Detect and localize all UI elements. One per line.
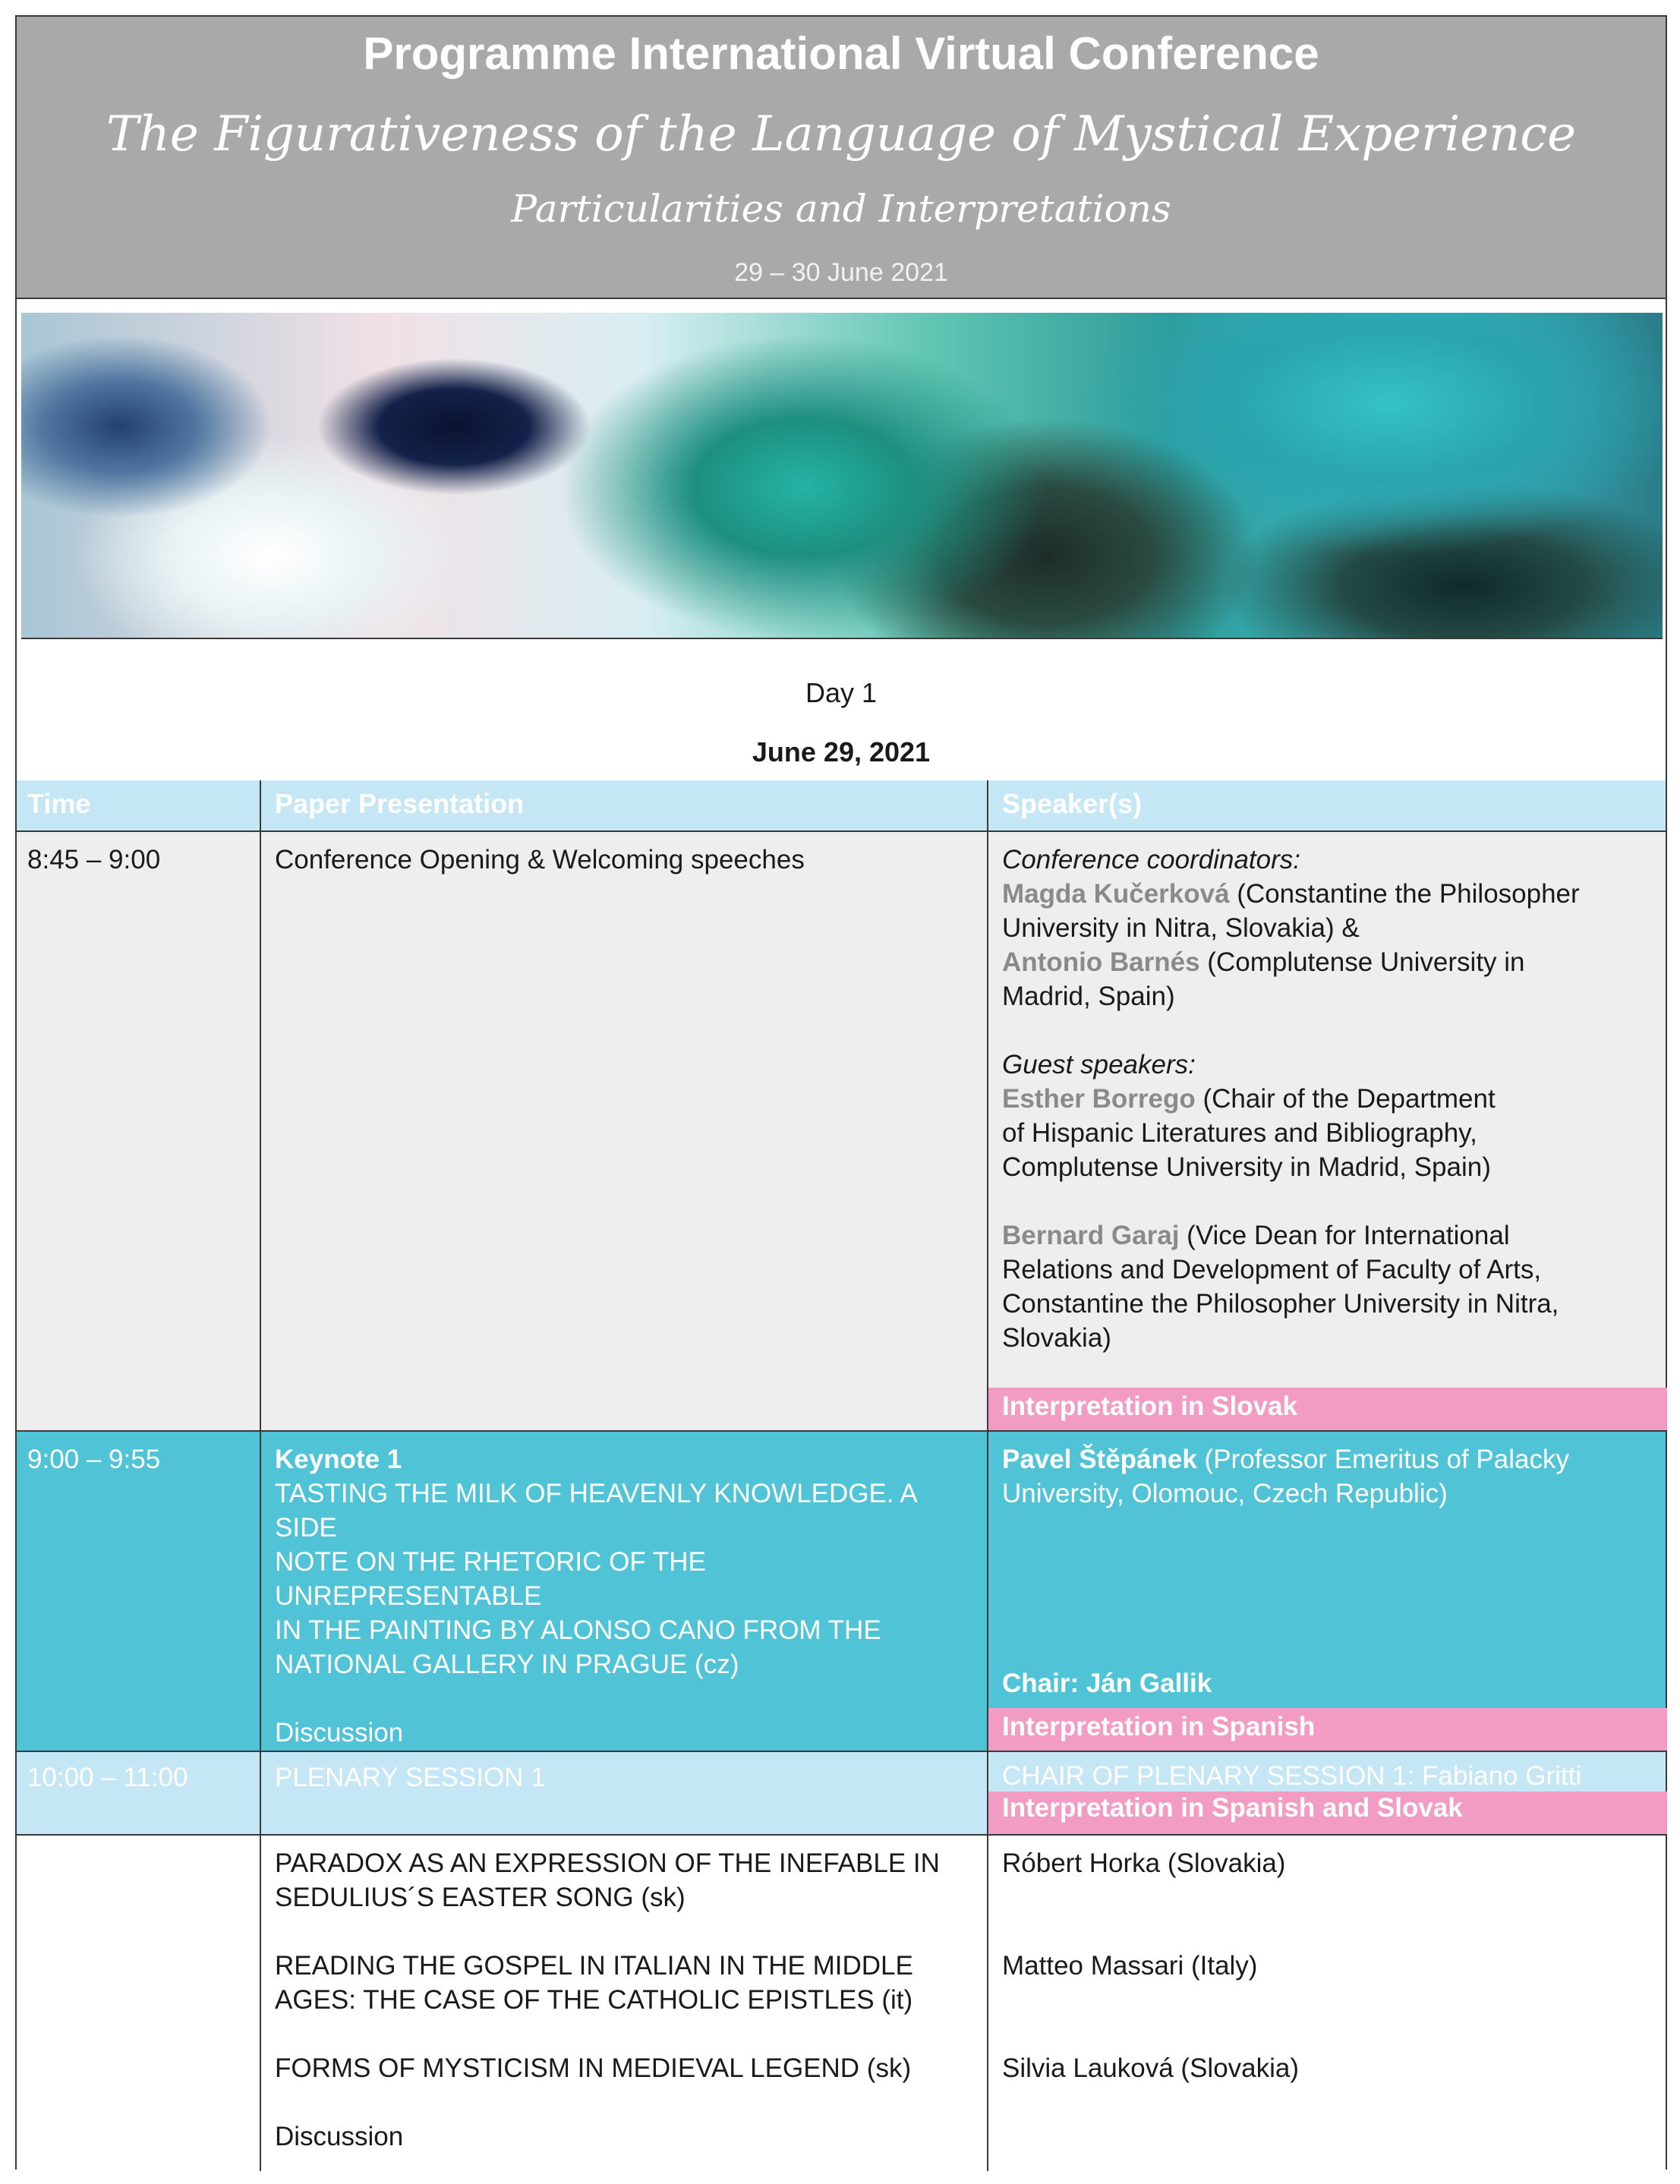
paper-title: READING THE GOSPEL IN ITALIAN IN THE MIDDLE: [275, 1951, 913, 1981]
interpretation-badge: Interpretation in Slovak: [988, 1388, 1667, 1430]
paper-title: SEDULIUS´S EASTER SONG (sk): [275, 1883, 686, 1912]
discussion-label: Discussion: [275, 2122, 404, 2151]
row-presentation: [261, 1836, 988, 2171]
keynote-title-line: TASTING THE MILK OF HEAVENLY KNOWLEDGE. A SIDE: [275, 1479, 916, 1543]
programme-page: [15, 15, 1667, 2170]
column-header-presentation: Paper Presentation: [261, 780, 988, 830]
speaker-affiliation: Relations and Development of Faculty of Arts,: [1002, 1255, 1542, 1284]
paper-title: FORMS OF MYSTICISM IN MEDIEVAL LEGEND (sk): [275, 2053, 912, 2083]
speaker-affiliation: (Chair of the Department: [1195, 1084, 1496, 1114]
speaker-affiliation: (Vice Dean for International: [1179, 1221, 1510, 1250]
keynote-title-line: NOTE ON THE RHETORIC OF THE UNREPRESENTABLE: [275, 1547, 706, 1611]
paper-title: AGES: THE CASE OF THE CATHOLIC EPISTLES (it): [275, 1985, 913, 2015]
abstract-painting-image: [21, 313, 1663, 638]
conference-subtitle: The Figurativeness of the Language of Mystical Experience: [106, 106, 1577, 162]
row-speakers: [988, 1432, 1667, 1751]
speaker-name: Pavel Štěpánek: [1002, 1445, 1197, 1474]
row-speakers: [988, 1836, 1667, 2171]
row-presentation: PLENARY SESSION 1: [261, 1752, 988, 1834]
speaker-name: Róbert Horka (Slovakia): [1002, 1848, 1286, 1878]
keynote-title-line: IN THE PAINTING BY ALONSO CANO FROM THE: [275, 1615, 881, 1645]
interpretation-badge: Interpretation in Spanish and Slovak: [988, 1792, 1667, 1834]
conference-title: Programme International Virtual Conference: [363, 28, 1319, 79]
column-header-time: Time: [17, 780, 261, 830]
speaker-name: Bernard Garaj: [1002, 1221, 1180, 1250]
day-label: Day 1: [805, 677, 878, 708]
speaker-affiliation: (Complutense University in: [1199, 947, 1525, 977]
column-header-speakers: Speaker(s): [1002, 788, 1143, 819]
keynote-title-line: NATIONAL GALLERY IN PRAGUE (cz): [275, 1650, 739, 1679]
guests-label: Guest speakers:: [1002, 1050, 1196, 1079]
table-row: [17, 1836, 1666, 2171]
paper-title: PARADOX AS AN EXPRESSION OF THE INEFABLE IN: [275, 1848, 940, 1878]
speaker-name: Esther Borrego: [1002, 1084, 1196, 1114]
banner-image: [21, 313, 1663, 639]
day-date: June 29, 2021: [752, 736, 931, 767]
day-heading: [17, 638, 1666, 782]
table-row: [17, 832, 1666, 1432]
speaker-name: Silvia Lauková (Slovakia): [1002, 2053, 1300, 2083]
speaker-affiliation: University in Nitra, Slovakia) &: [1002, 913, 1360, 943]
coordinators-label: Conference coordinators:: [1002, 845, 1300, 875]
programme-header: [17, 17, 1666, 299]
discussion-label: Discussion: [275, 1718, 404, 1748]
row-time: [17, 1836, 261, 2171]
speaker-affiliation: Constantine the Philosopher University in Nitra,: [1002, 1289, 1559, 1319]
speaker-affiliation: of Hispanic Literatures and Bibliography,: [1002, 1118, 1477, 1148]
speaker-affiliation: (Constantine the Philosopher: [1229, 879, 1580, 909]
speaker-affiliation: University, Olomouc, Czech Republic): [1002, 1479, 1448, 1508]
interpretation-badge: Interpretation in Spanish: [988, 1708, 1667, 1751]
row-time: 9:00 – 9:55: [17, 1432, 261, 1751]
conference-dates: 29 – 30 June 2021: [734, 258, 948, 287]
row-time: 10:00 – 11:00: [17, 1752, 261, 1834]
table-row: [17, 1752, 1666, 1836]
speaker-name: Magda Kučerková: [1002, 879, 1230, 909]
speaker-affiliation: Madrid, Spain): [1002, 982, 1175, 1011]
row-presentation: Conference Opening & Welcoming speeches: [261, 832, 988, 1430]
speaker-name: Antonio Barnés: [1002, 947, 1200, 977]
speaker-affiliation: Complutense University in Madrid, Spain): [1002, 1152, 1491, 1182]
speaker-affiliation: Slovakia): [1002, 1323, 1111, 1353]
speaker-name: Matteo Massari (Italy): [1002, 1951, 1258, 1981]
conference-subtitle-secondary: Particularities and Interpretations: [511, 187, 1171, 231]
speaker-affiliation: (Professor Emeritus of Palacky: [1196, 1445, 1569, 1474]
row-time: 8:45 – 9:00: [17, 832, 261, 1430]
table-row: [17, 1432, 1666, 1752]
row-speakers: [988, 832, 1667, 1430]
row-presentation: [261, 1432, 988, 1751]
session-chair: CHAIR OF PLENARY SESSION 1: Fabiano Gritti: [1002, 1761, 1582, 1791]
row-speakers: [988, 1752, 1667, 1834]
chair-label: Chair: Ján Gallik: [1002, 1669, 1212, 1698]
keynote-label: Keynote 1: [275, 1445, 402, 1474]
table-header-row: [17, 780, 1666, 832]
